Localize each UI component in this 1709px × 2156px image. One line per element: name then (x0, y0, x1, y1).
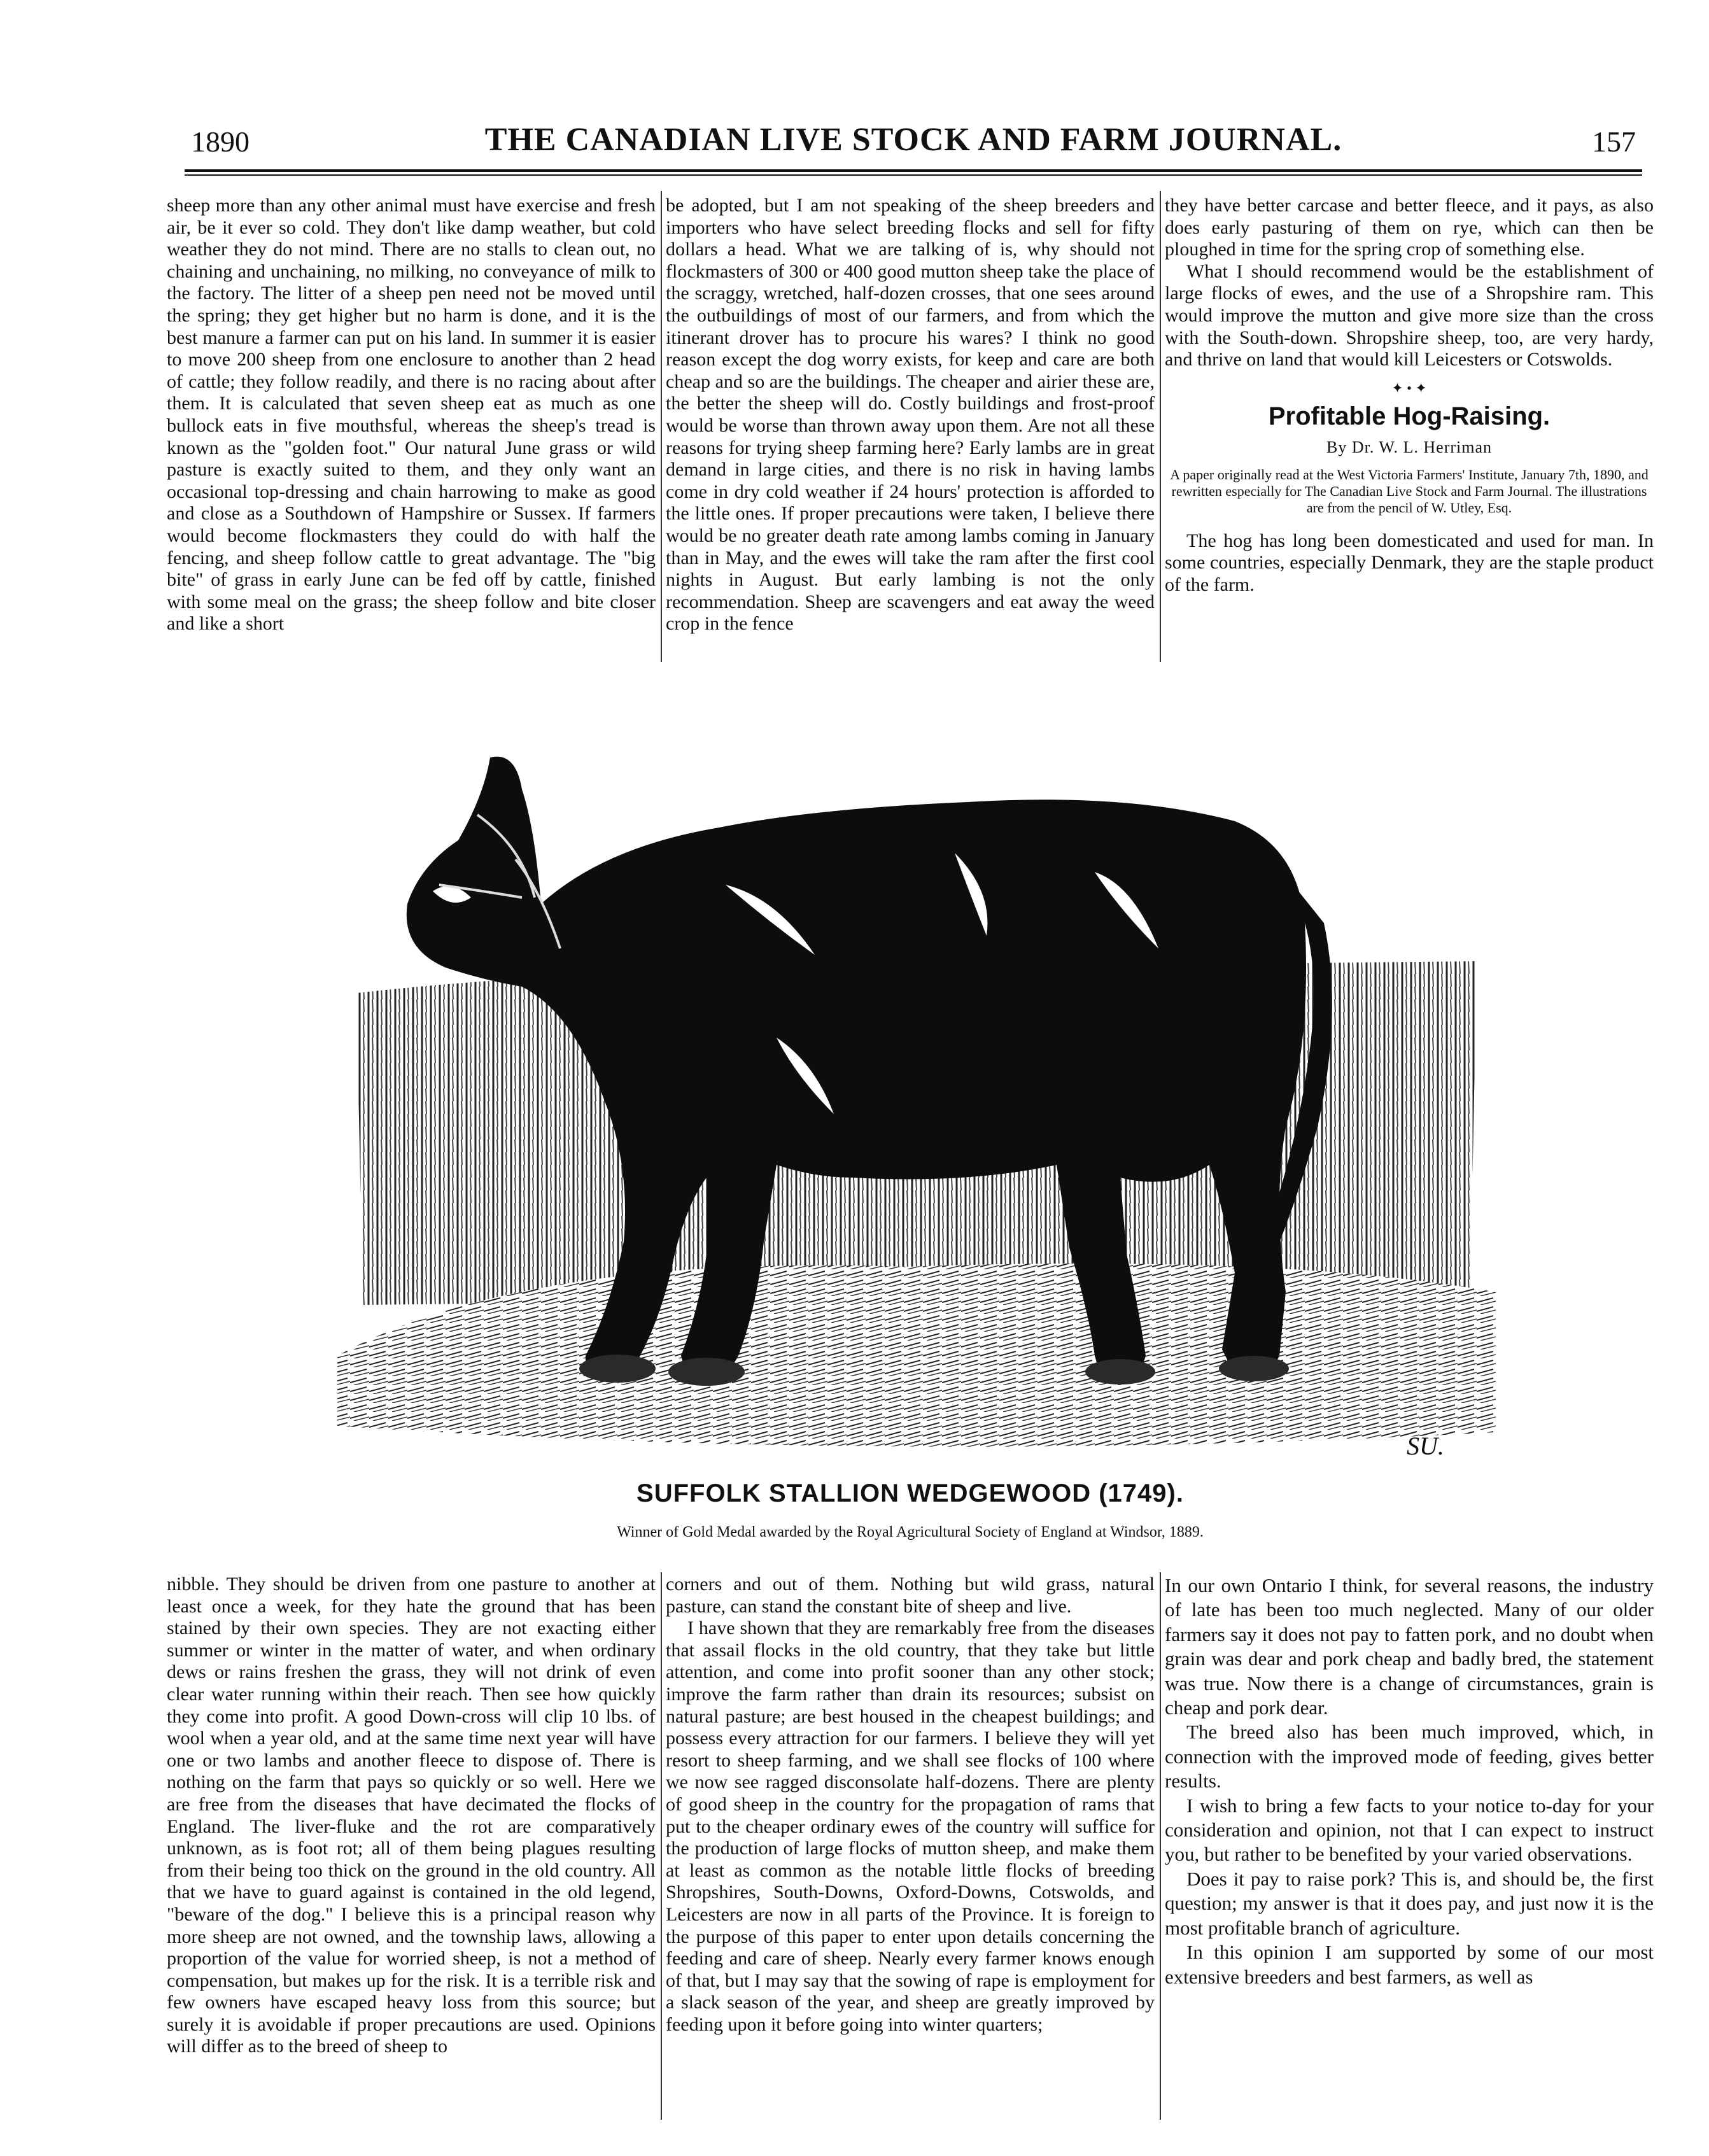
byline: By Dr. W. L. Herriman (1326, 437, 1493, 456)
column-divider (661, 191, 662, 662)
page-header (185, 121, 1642, 166)
column-divider (1160, 1572, 1161, 2120)
bottom-column-2 (666, 1574, 1155, 2121)
paragraph: In this opinion I am supported by some of our most extensive breeders and best farmers, as well as (1165, 1941, 1654, 1988)
paragraph: sheep more than any other animal must have exercise and fresh air, be it ever so cold. They don't like damp weather, but cold weather they do not mind. There are no stalls to clean out, no chaining and unchaining, no milking, no conveyance of milk to the factory. The litter of a sheep pen need not be moved until the spring; they get higher but no harm is done, and it is the best manure a farmer can put on his land. In summer it is easier to move 200 sheep from one enclosure to another than 2 head of cattle; they follow readily, and there is no racing about after them. It is calculated that seven sheep eat as much as one bullock eats in five mouthsful, whereas the sheep's tread is known as the "golden foot." Our natural June grass or wild pasture is exactly suited to them, and they only want an occasional top-dressing and chain harrowing to make as good and close as a Southdown of Hampshire or Sussex. If farmers would become flockmasters they could do with half the fencing, and sheep follow cattle to great advantage. The "big bite" of grass in early June can be fed off by cattle, finished with some meal on the grass; the sheep follow and bite closer and like a short (167, 195, 656, 635)
paragraph: The hog has long been domesticated and used for man. In some countries, especially Denmark, they are the staple product of the farm. (1165, 530, 1654, 595)
section-ornament: ✦ • ✦ (1391, 379, 1427, 396)
top-column-2 (666, 195, 1155, 666)
header-rule-thin (185, 174, 1642, 176)
horse-engraving-illustration (331, 681, 1502, 1474)
paragraph: The breed also has been much improved, which, in connection with the improved mode of feeding, gives better results. (1165, 1721, 1654, 1793)
paragraph: corners and out of them. Nothing but wild grass, natural pasture, can stand the constant bite of sheep and live. (666, 1574, 1155, 1617)
header-rule (185, 169, 1642, 172)
engraver-signature: SU. (1407, 1432, 1444, 1460)
paragraph: In our own Ontario I think, for several reasons, the industry of late has been too much neglected. Many of our older farmers say it does not pay to fatten pork, and no doubt when grain was dear and pork cheap and badly bred, the statement was true. Now there is a change of circumstances, grain is cheap and pork dear. (1165, 1574, 1654, 1719)
illustration-caption: SUFFOLK STALLION WEDGEWOOD (1749). (636, 1479, 1184, 1507)
page-number: 157 (1592, 125, 1636, 158)
bottom-column-3 (1165, 1574, 1654, 2121)
journal-title: THE CANADIAN LIVE STOCK AND FARM JOURNAL. (484, 122, 1342, 158)
paragraph: I have shown that they are remarkably free from the diseases that assail flocks in the old country, that they take but little attention, and come into profit sooner than any other stock; improve the farm rather than drain its resources; subsist on natural pasture; are best housed in the cheapest buildings; and possess every attraction for our farmers. I believe they will yet resort to sheep farming, and we shall see flocks of 100 where we now see ragged disconsolate half-dozens. There are plenty of good sheep in the country for the propagation of rams that put to the cheaper ordinary ewes of the country will suffice for the production of large flocks of mutton sheep, and make them at least as common as the notable little flocks of breeding Shropshires, South-Downs, Oxford-Downs, Cotswolds, and Leicesters are now in all parts of the Province. It is foreign to the purpose of this paper to enter upon details concerning the feeding and care of sheep. Nearly every farmer knows enough of that, but I may say that the sowing of rape is employment for a slack season of the year, and sheep are greatly improved by feeding upon it before going into winter quarters; (666, 1617, 1155, 2035)
paragraph: What I should recommend would be the establishment of large flocks of ewes, and the use of a Shropshire ram. This would improve the mutton and give more size than the cross with the South-down. Shropshire sheep, too, are very hardy, and thrive on land that would kill Leicesters or Cotswolds. (1165, 260, 1654, 370)
bottom-column-1 (167, 1574, 656, 2121)
header-year: 1890 (191, 125, 250, 158)
paragraph: be adopted, but I am not speaking of the sheep breeders and importers who have select breeding flocks and sell for fifty dollars a head. What we are talking of is, why should not flockmasters of 300 or 400 good mutton sheep take the place of the scraggy, wretched, half-dozen crosses, that one sees around the outbuildings of most of our farmers, and from which the itinerant drover has to procure his wares? I think no good reason except the dog worry exists, for keep and care are both cheap and so are the buildings. The cheaper and airier these are, the better the sheep will do. Costly buildings and frost-proof would be worse than thrown away upon them. Are not all these reasons for trying sheep farming here? Early lambs are in great demand in large cities, and there is no risk in having lambs come in dry cold weather if 24 hours' protection is afforded to the little ones. If proper precautions were taken, I believe there would be no greater death rate among lambs coming in January than in May, and the ewes will take the ram after the first cool nights in August. But early lambing is not the only recommendation. Sheep are scavengers and eat away the weed crop in the fence (666, 195, 1155, 635)
paragraph: they have better carcase and better fleece, and it pays, as also does early pasturing of them on rye, which can then be ploughed in time for the spring crop of something else. (1165, 195, 1654, 260)
illustration-subcaption: Winner of Gold Medal awarded by the Royal Agricultural Society of England at Windsor, 1889. (617, 1524, 1204, 1540)
column-divider (1160, 191, 1161, 662)
column-divider (661, 1572, 662, 2120)
paragraph: nibble. They should be driven from one pasture to another at least once a week, for they hate the ground that has been stained by their own species. They are not exacting either summer or winter in the matter of water, and when ordinary dews or rains freshen the grass, they will not drink of even clear water running within their reach. Then see how quickly they come into profit. A good Down-cross will clip 10 lbs. of wool when a year old, and at the same time next year will have one or two lambs and another fleece to dispose of. There is nothing on the farm that pays so quickly or so well. Here we are free from the diseases that have decimated the flocks of England. The liver-fluke and the rot are comparatively unknown, as is foot rot; all of them being plagues resulting from their being too thick on the ground in the old country. All that we have to guard against is contained in the old legend, "beware of the dog." I believe this is a principal reason why more sheep are not owned, and the township laws, allowing a proportion of the value for worried sheep, is not a method of compensation, but makes up for the risk. It is a terrible risk and few owners have escaped heavy loss from this source; but surely it is avoidable if proper precautions are used. Opinions will differ as to the breed of sheep to (167, 1574, 656, 2057)
top-column-3 (1165, 195, 1654, 666)
paragraph: Does it pay to raise pork? This is, and should be, the first question; my answer is that it does pay, and just now it is the most profitable branch of agriculture. (1165, 1867, 1654, 1939)
editorial-note: A paper originally read at the West Victoria Farmers' Institute, January 7th, 1890, and rewritten especially for The Canadian Live Stock and Farm Journal. The illustrations are from the pencil of W. Utley, Esq. (1170, 466, 1649, 516)
paragraph: I wish to bring a few facts to your notice to-day for your consideration and opinion, not that I can expect to instruct you, but rather to be benefited by your varied observations. (1165, 1794, 1654, 1866)
article-title: Profitable Hog-Raising. (1268, 402, 1551, 431)
top-column-1 (167, 195, 656, 666)
